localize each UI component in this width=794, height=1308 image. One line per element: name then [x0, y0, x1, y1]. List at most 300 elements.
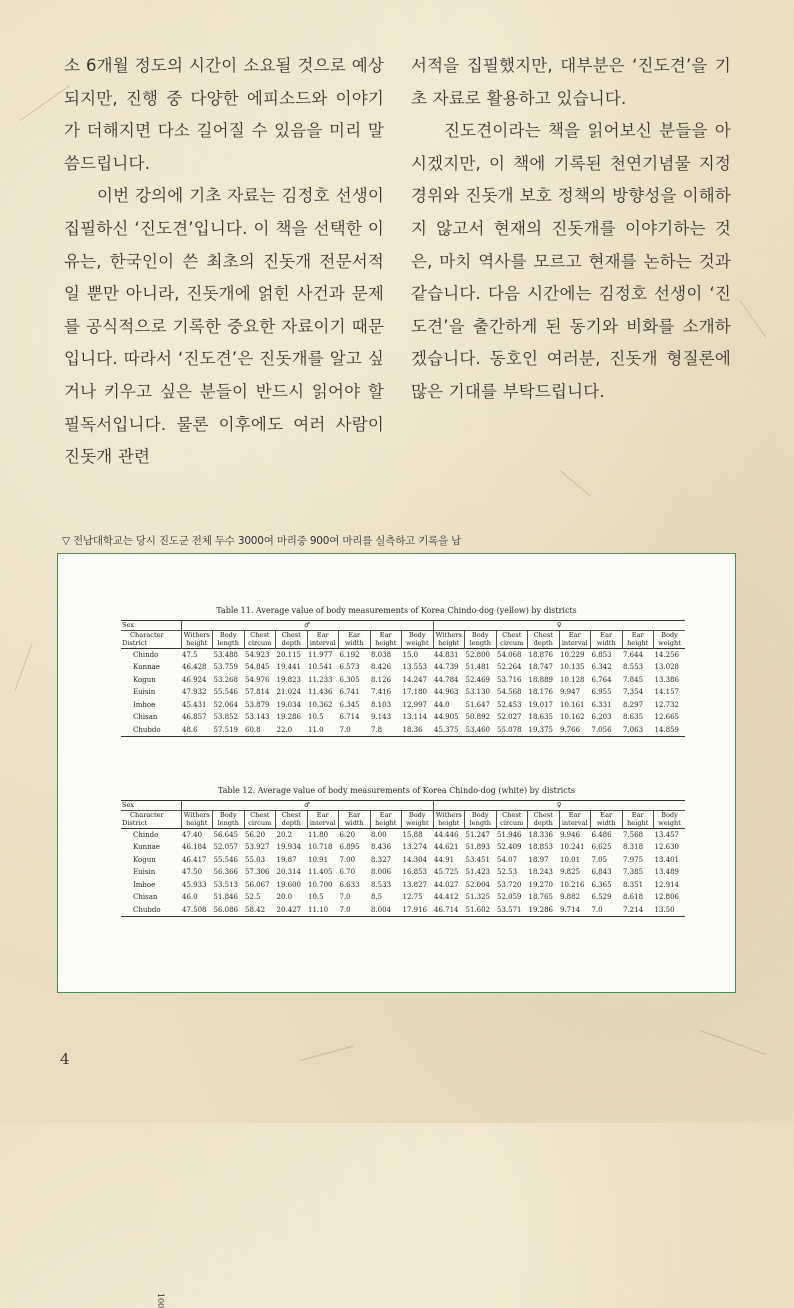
- column-header: Body length: [213, 810, 245, 828]
- district-label: District: [122, 819, 148, 827]
- value-cell: 8.006: [371, 868, 392, 876]
- value-cell: 13.386: [654, 675, 679, 684]
- column-header: Chest depth: [528, 630, 560, 648]
- value-cell: 52.53: [497, 868, 518, 876]
- value-cell: 53.460: [465, 725, 490, 734]
- value-cell: 50.892: [465, 713, 490, 721]
- column-header: Ear width: [591, 630, 623, 648]
- value-cell: 7.644: [623, 650, 644, 659]
- value-cell: 7.975: [623, 855, 644, 864]
- value-cell: 6.853: [591, 650, 612, 659]
- value-cell: 13.489: [654, 868, 679, 876]
- district-cell: Chubdo: [133, 725, 161, 734]
- table-row: [121, 866, 685, 879]
- value-cell: 58.42: [245, 905, 266, 914]
- value-cell: 19.286: [528, 905, 553, 914]
- value-cell: 7.214: [623, 905, 644, 914]
- table-row: [121, 699, 685, 712]
- value-cell: 15.0: [402, 650, 419, 659]
- value-cell: 10.5: [308, 713, 324, 721]
- value-cell: 54.07: [497, 855, 518, 864]
- value-cell: 7.05: [591, 855, 608, 864]
- value-cell: 11.80: [308, 830, 329, 839]
- paragraph: 소 6개월 정도의 시간이 소요될 것으로 예상되지만, 진행 중 다양한 에피소드와 이야기가 더해지면 다소 길어질 수 있음을 미리 말씀드립니다.: [64, 56, 384, 173]
- text-column-right: [411, 50, 731, 409]
- column-header: Ear interval: [307, 630, 339, 648]
- data-table: [121, 620, 685, 737]
- value-cell: 55.546: [213, 855, 238, 864]
- value-cell: 46.857: [182, 713, 207, 721]
- table-row: [121, 674, 685, 687]
- column-header: Chest circum: [496, 630, 528, 648]
- value-cell: 6.633: [339, 880, 360, 889]
- value-cell: 53.879: [245, 700, 270, 709]
- value-cell: 51.893: [465, 843, 490, 851]
- value-cell: 10.135: [560, 663, 585, 671]
- value-cell: 54.976: [245, 675, 270, 684]
- value-cell: 7.056: [591, 725, 612, 734]
- table-row: [121, 711, 685, 724]
- value-cell: 13.457: [654, 830, 679, 839]
- value-cell: 6.741: [339, 688, 360, 696]
- value-cell: 7.8: [371, 725, 383, 734]
- value-cell: 53.852: [213, 713, 238, 721]
- value-cell: 13.553: [402, 663, 427, 671]
- value-cell: 19.600: [276, 880, 301, 889]
- value-cell: 6.529: [591, 893, 612, 901]
- column-header: Body weight: [654, 630, 686, 648]
- value-cell: 6.764: [591, 675, 612, 684]
- value-cell: 47.40: [182, 830, 203, 839]
- value-cell: 13.50: [654, 905, 675, 914]
- value-cell: 6.331: [591, 700, 612, 709]
- value-cell: 48.6: [182, 725, 198, 734]
- value-cell: 18.876: [528, 650, 553, 659]
- character-district-header: [121, 810, 181, 828]
- value-cell: 51.846: [213, 893, 238, 901]
- value-cell: 8.038: [371, 650, 392, 659]
- side-page-number: 100: [156, 1292, 166, 1308]
- value-cell: 8.318: [623, 843, 644, 851]
- value-cell: 7.568: [623, 830, 644, 839]
- value-cell: 14.256: [654, 650, 679, 659]
- value-cell: 53.927: [245, 843, 270, 851]
- value-cell: 22.0: [276, 725, 293, 734]
- paragraph: 이번 강의에 기초 자료는 김정호 선생이 집필하신 ‘진도견’입니다. 이 책을 선택한 이유는, 한국인이 쓴 최초의 진돗개 전문서적일 뿐만 아니라, 진돗개에 얽힌 사건과 문제를 공식적으로 기록한 중요한 자료이기 때문입니다. 따라서 ‘진도견’은 진돗개를 알고 싶거나 키우고 싶은 분들이 반드시 읽어야 할 필독서입니다. 물론 이후에도 여러 사람이 진돗개 관련: [64, 186, 384, 467]
- value-cell: 53.488: [213, 650, 238, 659]
- value-cell: 8.327: [371, 855, 392, 864]
- male-symbol: ♂: [181, 801, 433, 811]
- column-header: Ear height: [370, 810, 402, 828]
- value-cell: 8.618: [623, 893, 644, 901]
- value-cell: 51.481: [465, 663, 490, 671]
- column-header: Body weight: [402, 810, 434, 828]
- district-cell: Chindo: [133, 830, 159, 839]
- character-district-header: [121, 630, 181, 648]
- paragraph: 서적을 집필했지만, 대부분은 ‘진도견’을 기초 자료로 활용하고 있습니다.: [411, 56, 731, 108]
- value-cell: 56.20: [245, 830, 266, 839]
- value-cell: 8.426: [371, 663, 392, 671]
- value-cell: 7.845: [623, 675, 644, 684]
- value-cell: 19.375: [528, 725, 553, 734]
- value-cell: 18.853: [528, 843, 553, 851]
- value-cell: 7.0: [339, 905, 351, 914]
- value-cell: 10.5: [308, 893, 324, 901]
- value-cell: 20.427: [276, 905, 301, 914]
- value-cell: 19.441: [276, 663, 301, 671]
- value-cell: 55.03: [245, 855, 266, 864]
- column-header: Withers height: [181, 810, 213, 828]
- value-cell: 19.823: [276, 675, 301, 684]
- value-cell: 6.192: [339, 650, 360, 659]
- table-row: [121, 854, 685, 867]
- value-cell: 20.115: [276, 650, 301, 659]
- value-cell: 44.963: [434, 688, 459, 696]
- value-cell: 19.934: [276, 843, 301, 851]
- value-cell: 7.0: [591, 905, 603, 914]
- value-cell: 46.428: [182, 663, 207, 671]
- value-cell: 52.027: [497, 713, 522, 721]
- value-cell: 53.268: [213, 675, 238, 684]
- value-cell: 17.180: [402, 688, 427, 696]
- value-cell: 18.36: [402, 725, 423, 734]
- value-cell: 14.247: [402, 675, 427, 684]
- column-header: Chest circum: [244, 630, 276, 648]
- value-cell: 10.718: [308, 843, 333, 851]
- value-cell: 57.519: [213, 725, 238, 734]
- value-cell: 18.243: [528, 868, 553, 876]
- value-cell: 52.469: [465, 675, 490, 684]
- value-cell: 44.621: [434, 843, 459, 851]
- table-row: [121, 891, 685, 904]
- table-row: [121, 661, 685, 674]
- value-cell: 6.70: [339, 868, 356, 876]
- value-cell: 14.157: [654, 688, 679, 696]
- column-header: Ear height: [370, 630, 402, 648]
- value-cell: 18.765: [528, 893, 553, 901]
- value-cell: 7.416: [371, 688, 392, 696]
- value-cell: 13.827: [402, 880, 427, 889]
- value-cell: 7.063: [623, 725, 644, 734]
- table-title: Table 12. Average value of body measurements of Korea Chindo-dog (white) by districts: [217, 786, 576, 795]
- value-cell: 45.431: [182, 700, 207, 709]
- value-cell: 11.436: [308, 688, 333, 696]
- value-cell: 44.027: [434, 880, 459, 889]
- value-cell: 44.0: [434, 700, 450, 709]
- value-cell: 51.247: [465, 830, 490, 839]
- value-cell: 53.130: [465, 688, 490, 696]
- value-cell: 44.739: [434, 663, 459, 671]
- value-cell: 18.747: [528, 663, 553, 671]
- male-symbol: ♂: [181, 621, 433, 631]
- district-cell: Chisan: [133, 893, 158, 901]
- value-cell: 52.059: [497, 893, 522, 901]
- column-header: Chest depth: [276, 810, 308, 828]
- value-cell: 6.203: [591, 713, 612, 721]
- value-cell: 6.625: [591, 843, 612, 851]
- table-row: [121, 648, 685, 661]
- value-cell: 11.10: [308, 905, 329, 914]
- table-row: [121, 828, 685, 841]
- value-cell: 8.533: [371, 880, 392, 889]
- value-cell: 19.286: [276, 713, 301, 721]
- value-cell: 54.923: [245, 650, 270, 659]
- value-cell: 6.486: [591, 830, 612, 839]
- value-cell: 10.161: [560, 700, 585, 709]
- column-header: Ear interval: [307, 810, 339, 828]
- value-cell: 8.297: [623, 700, 644, 709]
- value-cell: 52.064: [213, 700, 238, 709]
- table-title: Table 11. Average value of body measurements of Korea Chindo-dog (yellow) by districts: [216, 606, 577, 615]
- value-cell: 53.571: [497, 905, 522, 914]
- column-header: Ear height: [622, 630, 654, 648]
- value-cell: 44.412: [434, 893, 459, 901]
- value-cell: 12.732: [654, 700, 679, 709]
- value-cell: 47.932: [182, 688, 207, 696]
- district-cell: Euisin: [133, 868, 156, 876]
- column-header: Ear width: [339, 630, 371, 648]
- value-cell: 53.143: [245, 713, 270, 721]
- female-symbol: ♀: [433, 801, 685, 811]
- value-cell: 52.264: [497, 663, 522, 671]
- column-header: Chest circum: [244, 810, 276, 828]
- value-cell: 44.91: [434, 855, 455, 864]
- value-cell: 57.306: [245, 868, 270, 876]
- sex-label: Sex: [121, 621, 181, 631]
- value-cell: 8.126: [371, 675, 392, 684]
- value-cell: 9.947: [560, 688, 581, 696]
- value-cell: 8.103: [371, 700, 392, 709]
- value-cell: 6.342: [591, 663, 612, 671]
- district-label: District: [122, 639, 148, 647]
- column-header: Body weight: [402, 630, 434, 648]
- column-header: Body length: [465, 630, 497, 648]
- value-cell: 13.274: [402, 843, 427, 851]
- value-cell: 55.078: [497, 725, 522, 734]
- value-cell: 46.714: [434, 905, 459, 914]
- column-header: Ear interval: [559, 630, 591, 648]
- value-cell: 8.351: [623, 880, 644, 889]
- value-cell: 18.97: [528, 855, 549, 864]
- value-cell: 8.004: [371, 905, 392, 914]
- value-cell: 45.933: [182, 880, 207, 889]
- column-header: Withers height: [433, 810, 465, 828]
- value-cell: 56.067: [245, 880, 270, 889]
- value-cell: 46.184: [182, 843, 207, 851]
- value-cell: 8.635: [623, 713, 644, 721]
- value-cell: 47.50: [182, 868, 203, 876]
- value-cell: 10.91: [308, 855, 329, 864]
- value-cell: 10.241: [560, 843, 585, 851]
- value-cell: 52.453: [497, 700, 522, 709]
- district-cell: Chubdo: [133, 905, 161, 914]
- value-cell: 6.573: [339, 663, 360, 671]
- district-cell: Euisin: [133, 688, 156, 696]
- value-cell: 10.362: [308, 700, 333, 709]
- value-cell: 6.895: [339, 843, 360, 851]
- value-cell: 7.385: [623, 868, 644, 876]
- value-cell: 6.305: [339, 675, 360, 684]
- value-cell: 46.0: [182, 893, 198, 901]
- value-cell: 54.068: [497, 650, 522, 659]
- value-cell: 56.645: [213, 830, 238, 839]
- figure-caption: ▽ 전남대학교는 당시 진도군 전체 두수 3000여 마리중 900여 마리를 실측하고 기록을 남: [62, 535, 462, 547]
- value-cell: 19.017: [528, 700, 553, 709]
- value-cell: 10.216: [560, 880, 585, 889]
- table-row: [121, 904, 685, 917]
- value-cell: 45.375: [434, 725, 459, 734]
- value-cell: 18.635: [528, 713, 553, 721]
- value-cell: 9.946: [560, 830, 581, 839]
- value-cell: 52.800: [465, 650, 490, 659]
- sex-label: Sex: [121, 801, 181, 811]
- value-cell: 16.853: [402, 868, 427, 876]
- value-cell: 10.229: [560, 650, 585, 659]
- value-cell: 13.028: [654, 663, 679, 671]
- value-cell: 51.423: [465, 868, 490, 876]
- value-cell: 54.845: [245, 663, 270, 671]
- value-cell: 46.924: [182, 675, 207, 684]
- value-cell: 44.784: [434, 675, 459, 684]
- value-cell: 14.859: [654, 725, 679, 734]
- value-cell: 9.766: [560, 725, 581, 734]
- column-header: Body weight: [654, 810, 686, 828]
- value-cell: 21.024: [276, 688, 301, 696]
- page-number: 4: [60, 1050, 70, 1068]
- value-cell: 55.546: [213, 688, 238, 696]
- value-cell: 12.914: [654, 880, 679, 889]
- female-symbol: ♀: [433, 621, 685, 631]
- value-cell: 51.325: [465, 893, 490, 901]
- value-cell: 11.233: [308, 675, 333, 684]
- column-header: Chest circum: [496, 810, 528, 828]
- value-cell: 18.176: [528, 688, 553, 696]
- data-table: [121, 800, 685, 917]
- value-cell: 51.647: [465, 700, 490, 709]
- value-cell: 13.401: [654, 855, 679, 864]
- column-header: Body length: [465, 810, 497, 828]
- value-cell: 20.0: [276, 893, 293, 901]
- district-cell: Imhoe: [133, 700, 156, 709]
- value-cell: 20.2: [276, 830, 293, 839]
- value-cell: 8.436: [371, 843, 392, 851]
- value-cell: 51.602: [465, 905, 490, 914]
- district-cell: Kunnae: [133, 843, 160, 851]
- column-header: Withers height: [181, 630, 213, 648]
- value-cell: 6.843: [591, 868, 612, 876]
- value-cell: 56.086: [213, 905, 238, 914]
- value-cell: 8.553: [623, 663, 644, 671]
- value-cell: 7.354: [623, 688, 644, 696]
- table-row: [121, 724, 685, 737]
- table-row: [121, 686, 685, 699]
- value-cell: 6.20: [339, 830, 356, 839]
- value-cell: 9.882: [560, 893, 581, 901]
- value-cell: 6.345: [339, 700, 360, 709]
- value-cell: 57.814: [245, 688, 270, 696]
- value-cell: 18.336: [528, 830, 553, 839]
- value-cell: 53.759: [213, 663, 238, 671]
- value-cell: 53.451: [465, 855, 490, 864]
- column-header: Ear width: [339, 810, 371, 828]
- column-header: Ear width: [591, 810, 623, 828]
- value-cell: 19.270: [528, 880, 553, 889]
- value-cell: 8.00: [371, 830, 387, 839]
- value-cell: 11.405: [308, 868, 333, 876]
- value-cell: 52.5: [245, 893, 261, 901]
- value-cell: 9.143: [371, 713, 392, 721]
- value-cell: 53.513: [213, 880, 238, 889]
- value-cell: 60.8: [245, 725, 261, 734]
- value-cell: 6.365: [591, 880, 612, 889]
- value-cell: 12.630: [654, 843, 679, 851]
- value-cell: 10.128: [560, 675, 585, 684]
- value-cell: 46.417: [182, 855, 207, 864]
- table-photo: [57, 553, 736, 1308]
- value-cell: 13.114: [402, 713, 427, 721]
- value-cell: 17.916: [402, 905, 427, 914]
- column-header: Chest depth: [528, 810, 560, 828]
- district-cell: Chisan: [133, 713, 158, 721]
- district-cell: Kunnae: [133, 663, 160, 671]
- value-cell: 11.977: [308, 650, 333, 659]
- district-cell: Chindo: [133, 650, 159, 659]
- value-cell: 56.366: [213, 868, 238, 876]
- value-cell: 12.806: [654, 893, 679, 901]
- value-cell: 8.5: [371, 893, 383, 901]
- value-cell: 10.162: [560, 713, 585, 721]
- value-cell: 12.997: [402, 700, 427, 709]
- value-cell: 7.00: [339, 855, 356, 864]
- column-header: Withers height: [433, 630, 465, 648]
- value-cell: 52.409: [497, 843, 522, 851]
- column-header: Chest depth: [276, 630, 308, 648]
- value-cell: 47.5: [182, 650, 198, 659]
- value-cell: 9.714: [560, 905, 581, 914]
- value-cell: 19.034: [276, 700, 301, 709]
- value-cell: 10.541: [308, 663, 333, 671]
- value-cell: 19.87: [276, 855, 297, 864]
- value-cell: 6.714: [339, 713, 360, 721]
- table-row: [121, 841, 685, 854]
- value-cell: 47.508: [182, 905, 207, 914]
- value-cell: 14.304: [402, 855, 427, 864]
- table-row: [121, 879, 685, 892]
- value-cell: 45.725: [434, 868, 459, 876]
- paragraph: 진도견이라는 책을 읽어보신 분들을 아시겠지만, 이 책에 기록된 천연기념물 지정 경위와 진돗개 보호 정책의 방향성을 이해하지 않고서 현재의 진돗개를 이야기하는 것은, 마치 역사를 모르고 현재를 논하는 것과 같습니다. 다음 시간에는 김정호 선생이 ‘진도견’을 출간하게 된 동기와 비화를 소개하겠습니다. 동호인 여러분, 진돗개 형질론에 많은 기대를 부탁드립니다.: [411, 121, 731, 401]
- character-label: Character: [130, 630, 164, 639]
- value-cell: 54.568: [497, 688, 522, 696]
- character-label: Character: [130, 810, 164, 819]
- value-cell: 7.0: [339, 725, 351, 734]
- value-cell: 10.700: [308, 880, 333, 889]
- value-cell: 12.75: [402, 893, 423, 901]
- value-cell: 53.720: [497, 880, 522, 889]
- value-cell: 18.889: [528, 675, 553, 684]
- value-cell: 53.716: [497, 675, 522, 684]
- value-cell: 15.88: [402, 830, 423, 839]
- value-cell: 44.446: [434, 830, 459, 839]
- value-cell: 52.057: [213, 843, 238, 851]
- column-header: Ear height: [622, 810, 654, 828]
- district-cell: Kogun: [133, 855, 156, 864]
- value-cell: 20.314: [276, 868, 301, 876]
- value-cell: 52.004: [465, 880, 490, 889]
- value-cell: 44.905: [434, 713, 459, 721]
- district-cell: Imhoe: [133, 880, 156, 889]
- value-cell: 6.955: [591, 688, 612, 696]
- value-cell: 7.0: [339, 893, 351, 901]
